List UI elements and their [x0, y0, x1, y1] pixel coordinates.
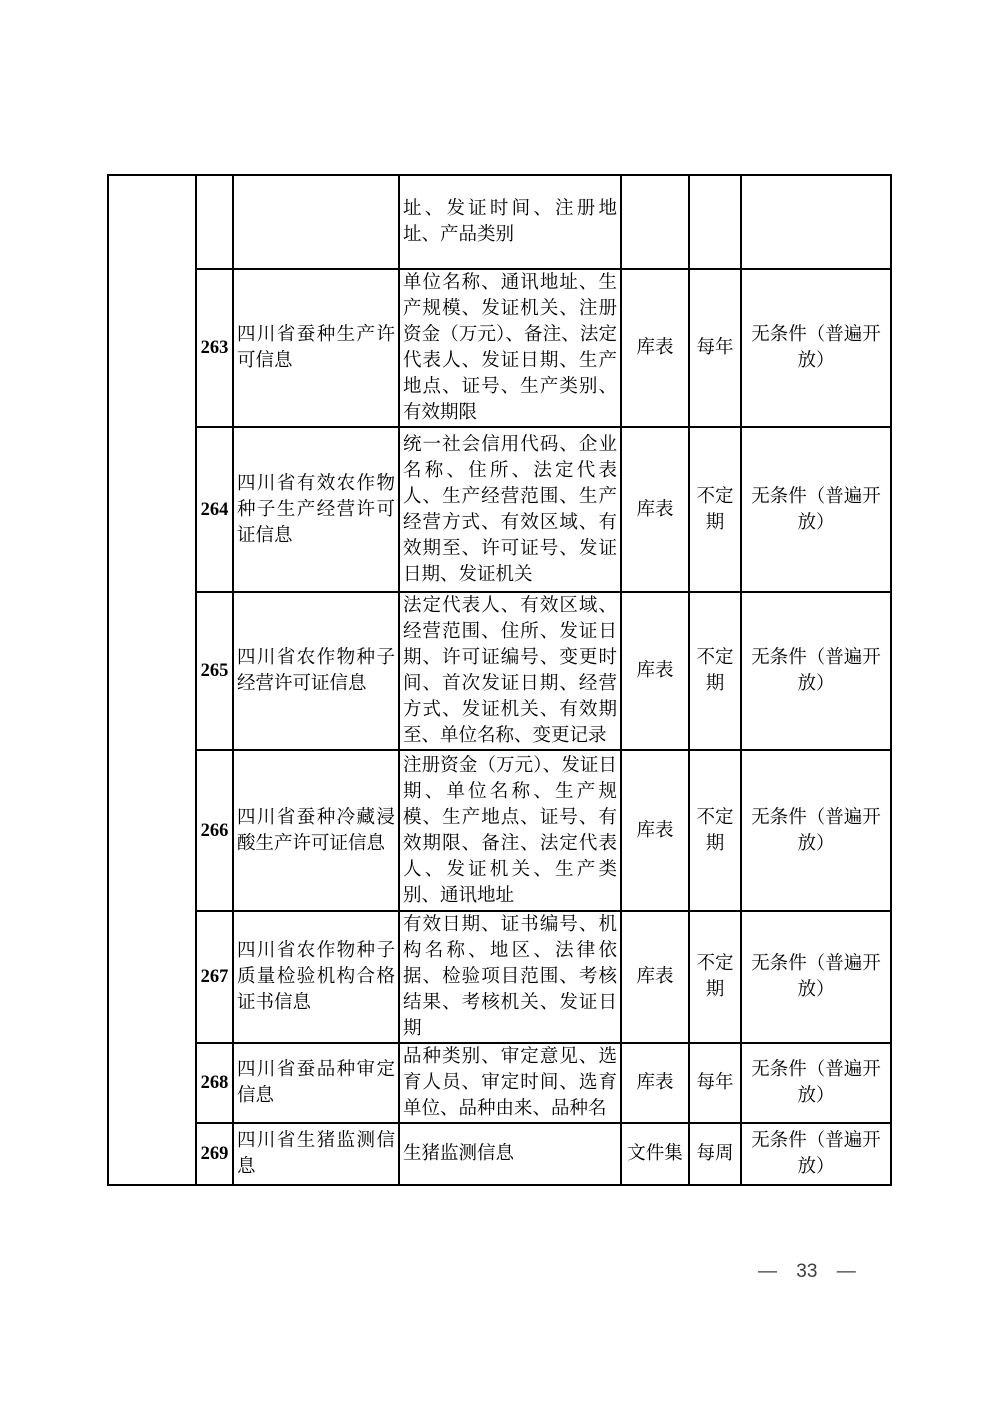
dataset-format: 库表: [621, 911, 689, 1043]
table-row: [108, 750, 891, 911]
update-frequency: 不定期: [689, 427, 741, 592]
dataset-name: 四川省农作物种子质量检验机构合格证书信息: [233, 911, 399, 1043]
row-index: 266: [196, 750, 233, 911]
table-row: [108, 1123, 891, 1185]
open-condition: 无条件（普遍开放）: [741, 269, 891, 427]
dataset-content: 注册资金（万元）、发证日期、单位名称、生产规模、生产地点、证号、有效期限、备注、法定代表人、发证机关、生产类别、通讯地址: [399, 750, 621, 911]
dataset-content: 单位名称、通讯地址、生产规模、发证机关、注册资金（万元）、备注、法定代表人、发证日期、生产地点、证号、生产类别、有效期限: [399, 269, 621, 427]
table-row: [108, 911, 891, 1043]
open-condition: 无条件（普遍开放）: [741, 1123, 891, 1185]
table-row: [108, 592, 891, 750]
row-index: 263: [196, 269, 233, 427]
dataset-name: 四川省蚕种冷藏浸酸生产许可证信息: [233, 750, 399, 911]
update-frequency: 每年: [689, 269, 741, 427]
dataset-content: 统一社会信用代码、企业名称、住所、法定代表人、生产经营范围、生产经营方式、有效区域、有效期至、许可证号、发证日期、发证机关: [399, 427, 621, 592]
dataset-format: [621, 175, 689, 269]
dataset-name: 四川省农作物种子经营许可证信息: [233, 592, 399, 750]
dataset-content: 品种类别、审定意见、选育人员、审定时间、选育单位、品种由来、品种名: [399, 1043, 621, 1123]
open-condition: 无条件（普遍开放）: [741, 911, 891, 1043]
dataset-name: [233, 175, 399, 269]
table-row: [108, 269, 891, 427]
row-index: [196, 175, 233, 269]
department-cell: [108, 175, 196, 1185]
dataset-format: 库表: [621, 750, 689, 911]
table-row: [108, 1043, 891, 1123]
row-index: 269: [196, 1123, 233, 1185]
row-index: 264: [196, 427, 233, 592]
open-data-catalog-table: [107, 174, 892, 1186]
update-frequency: [689, 175, 741, 269]
dataset-format: 库表: [621, 427, 689, 592]
update-frequency: 不定期: [689, 750, 741, 911]
update-frequency: 不定期: [689, 911, 741, 1043]
dataset-format: 文件集: [621, 1123, 689, 1185]
page-number: — 33 —: [758, 1261, 856, 1282]
dataset-name: 四川省蚕种生产许可信息: [233, 269, 399, 427]
dataset-name: 四川省生猪监测信息: [233, 1123, 399, 1185]
dataset-content: 址、发证时间、注册地址、产品类别: [399, 175, 621, 269]
table-row: [108, 427, 891, 592]
open-condition: 无条件（普遍开放）: [741, 1043, 891, 1123]
dataset-format: 库表: [621, 592, 689, 750]
dataset-format: 库表: [621, 269, 689, 427]
dataset-content: 生猪监测信息: [399, 1123, 621, 1185]
dataset-name: 四川省有效农作物种子生产经营许可证信息: [233, 427, 399, 592]
update-frequency: 每年: [689, 1043, 741, 1123]
update-frequency: 不定期: [689, 592, 741, 750]
open-condition: 无条件（普遍开放）: [741, 592, 891, 750]
dataset-content: 法定代表人、有效区域、经营范围、住所、发证日期、许可证编号、变更时间、首次发证日期、经营方式、发证机关、有效期至、单位名称、变更记录: [399, 592, 621, 750]
open-condition: 无条件（普遍开放）: [741, 427, 891, 592]
dataset-format: 库表: [621, 1043, 689, 1123]
dataset-name: 四川省蚕品种审定信息: [233, 1043, 399, 1123]
row-index: 267: [196, 911, 233, 1043]
row-index: 265: [196, 592, 233, 750]
open-condition: [741, 175, 891, 269]
update-frequency: 每周: [689, 1123, 741, 1185]
open-condition: 无条件（普遍开放）: [741, 750, 891, 911]
table-row: [108, 175, 891, 269]
dataset-content: 有效日期、证书编号、机构名称、地区、法律依据、检验项目范围、考核结果、考核机关、发证日期: [399, 911, 621, 1043]
row-index: 268: [196, 1043, 233, 1123]
